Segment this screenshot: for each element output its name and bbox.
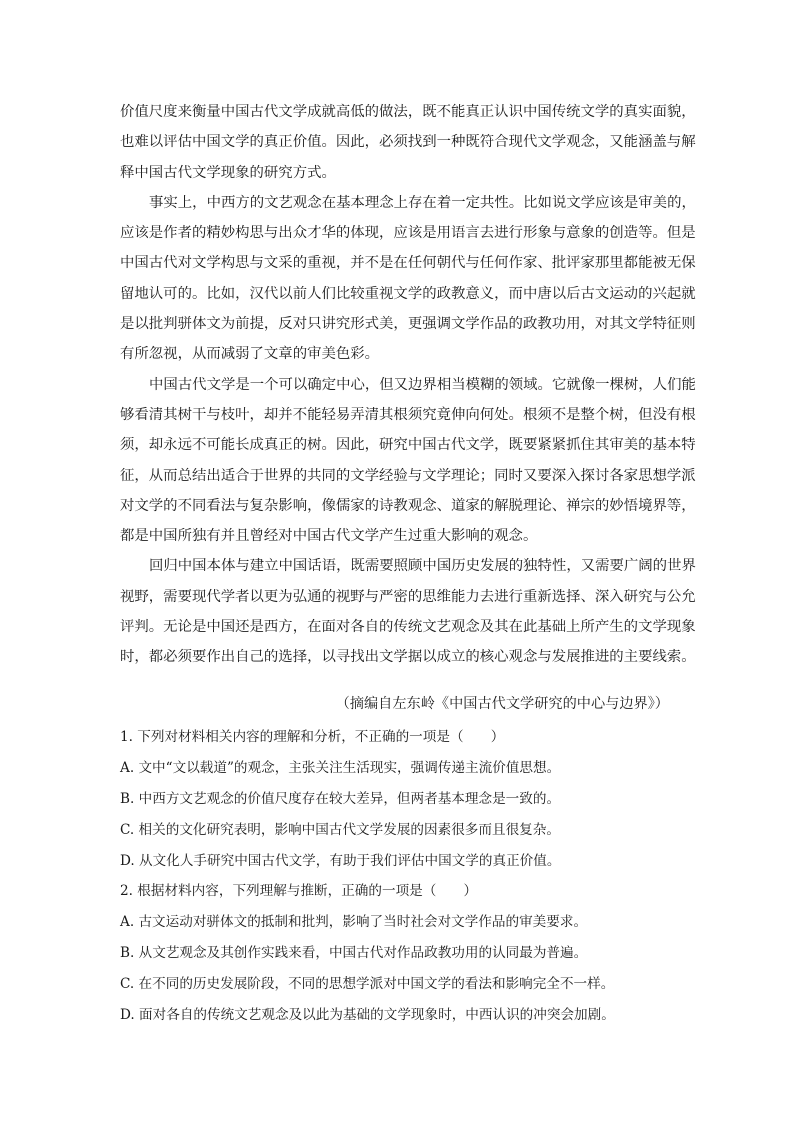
paragraph-line: 是以批判骈体文为前提，反对只讲究形式美，更强调文学作品的政教功用，对其文学特征则 xyxy=(120,316,696,333)
paragraph-line: 释中国古代文学现象的研究方式。 xyxy=(120,164,336,181)
paragraph-2 xyxy=(120,188,696,370)
option-b: B. 从文艺观念及其创作实践来看，中国古代对作品政教功用的认同最为普遍。 xyxy=(120,945,588,962)
paragraph-line: 也难以评估中国文学的真正价值。因此，必须找到一种既符合现代文学观念，又能涵盖与解 xyxy=(120,134,696,151)
paragraph-4 xyxy=(120,551,696,672)
paragraph-line: 都是中国所独有并且曾经对中国古代文学产生过重大影响的观念。 xyxy=(120,528,538,545)
option-c: C. 在不同的历史发展阶段，不同的思想学派对中国文学的看法和影响完全不一样。 xyxy=(120,976,615,993)
questions-section xyxy=(120,722,680,1031)
paragraph-line: 须，却永远不可能长成真正的树。因此，研究中国古代文学，既要紧紧抓住其审美的基本特 xyxy=(120,437,696,454)
passage-body xyxy=(120,97,696,673)
paragraph-line: 评判。无论是中国还是西方，在面对各自的传统文艺观念及其在此基础上所产生的文学现象 xyxy=(120,619,696,636)
paragraph-line: 时，都必须要作出自己的选择，以寻找出文学据以成立的核心观念与发展推进的主要线索。 xyxy=(120,649,696,666)
question-1 xyxy=(120,722,680,876)
paragraph-line: 对文学的不同看法与复杂影响，像儒家的诗教观念、道家的解脱理论、禅宗的妙悟境界等， xyxy=(120,497,696,514)
option-b: B. 中西方文艺观念的价值尺度存在较大差异，但两者基本理念是一致的。 xyxy=(120,790,561,807)
paragraph-line: 事实上，中西方的文艺观念在基本理念上存在着一定共性。比如说文学应该是审美的， xyxy=(149,194,696,211)
option-a: A. 文中“文以载道”的观念，主张关注生活现实，强调传递主流价值思想。 xyxy=(120,759,561,776)
paragraph-line: 够看清其树干与枝叶，却并不能轻易弄清其根须究竟伸向何处。根须不是整个树，但没有根 xyxy=(120,406,696,423)
option-a: A. 古文运动对骈体文的抵制和批判，影响了当时社会对文学作品的审美要求。 xyxy=(120,914,588,931)
paragraph-line: 视野，需要现代学者以更为弘通的视野与严密的思维能力去进行重新选择、深入研究与公允 xyxy=(120,588,696,605)
paragraph-line: 中国古代文学是一个可以确定中心，但又边界相当模糊的领域。它就像一棵树，人们能 xyxy=(149,376,696,393)
source-citation: （摘编自左东岭《中国古代文学研究的中心与边界》） xyxy=(335,696,669,712)
paragraph-line: 征，从而总结出适合于世界的共同的文学经验与文学理论；同时又要深入探讨各家思想学派 xyxy=(120,467,696,484)
paragraph-line: 回归中国本体与建立中国话语，既需要照顾中国历史发展的独特性，又需要广阔的世界 xyxy=(149,558,696,575)
question-2 xyxy=(120,876,680,1030)
paragraph-3 xyxy=(120,370,696,552)
question-stem: 2. 根据材料内容，下列理解与推断，正确的一项是（ ） xyxy=(120,883,478,900)
paragraph-line: 中国古代对文学构思与文采的重视，并不是在任何朝代与任何作家、批评家那里都能被无保 xyxy=(120,255,696,272)
option-d: D. 从文化人手研究中国古代文学，有助于我们评估中国文学的真正价值。 xyxy=(120,852,561,869)
paragraph-line: 留地认可的。比如，汉代以前人们比较重视文学的政教意义，而中唐以后古文运动的兴起就 xyxy=(120,285,696,302)
paragraph-1 xyxy=(120,97,696,188)
paragraph-line: 应该是作者的精妙构思与出众才华的体现，应该是用语言去进行形象与意象的创造等。但是 xyxy=(120,225,696,242)
question-stem: 1. 下列对材料相关内容的理解和分析，不正确的一项是（ ） xyxy=(120,729,505,745)
paragraph-line: 有所忽视，从而减弱了文章的审美色彩。 xyxy=(120,346,380,363)
paragraph-line: 价值尺度来衡量中国古代文学成就高低的做法，既不能真正认识中国传统文学的真实面貌， xyxy=(120,104,696,120)
option-c: C. 相关的文化研究表明，影响中国古代文学发展的因素很多而且很复杂。 xyxy=(120,821,560,838)
option-d: D. 面对各自的传统文艺观念及以此为基础的文学现象时，中西认识的冲突会加剧。 xyxy=(120,1007,615,1024)
